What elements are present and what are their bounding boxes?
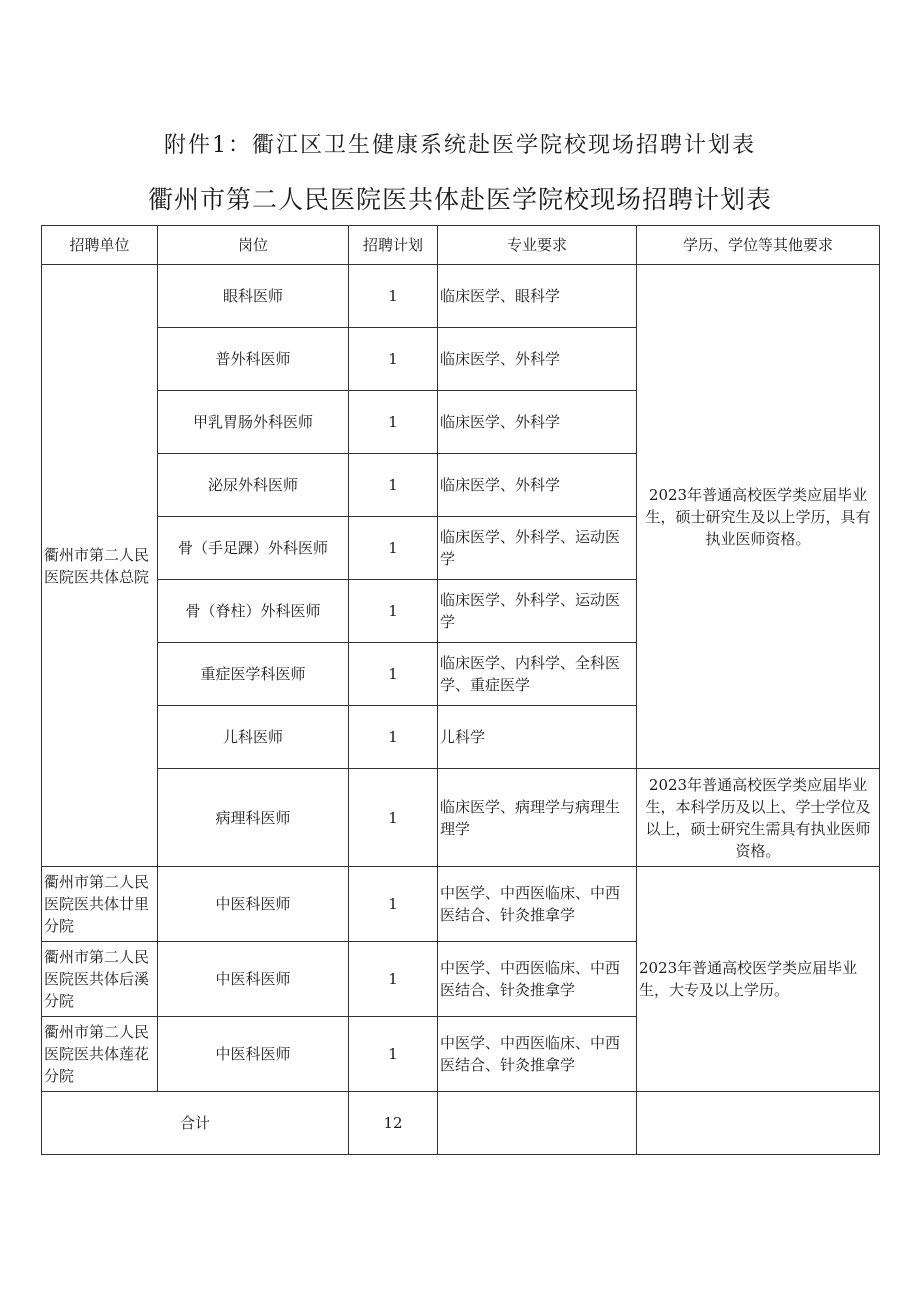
unit-cell-nianli: 衢州市第二人民医院医共体廿里分院 xyxy=(42,867,158,942)
major-cell: 中医学、中西医临床、中西医结合、针灸推拿学 xyxy=(438,867,637,942)
education-cell-general: 2023年普通高校医学类应届毕业生，硕士研究生及以上学历，具有执业医师资格。 xyxy=(637,265,880,769)
major-cell: 临床医学、内科学、全科医学、重症医学 xyxy=(438,643,637,706)
position-cell: 重症医学科医师 xyxy=(158,643,349,706)
total-label: 合计 xyxy=(42,1092,349,1155)
position-cell: 中医科医师 xyxy=(158,942,349,1017)
major-cell: 中医学、中西医临床、中西医结合、针灸推拿学 xyxy=(438,1017,637,1092)
plan-cell: 1 xyxy=(349,391,438,454)
plan-cell: 1 xyxy=(349,643,438,706)
table-row xyxy=(42,867,880,942)
total-major-empty xyxy=(438,1092,637,1155)
header-education: 学历、学位等其他要求 xyxy=(637,226,880,265)
table-row xyxy=(42,769,880,867)
header-plan: 招聘计划 xyxy=(349,226,438,265)
major-cell: 临床医学、外科学 xyxy=(438,328,637,391)
plan-cell: 1 xyxy=(349,769,438,867)
plan-cell: 1 xyxy=(349,867,438,942)
position-cell: 骨（脊柱）外科医师 xyxy=(158,580,349,643)
position-cell: 泌尿外科医师 xyxy=(158,454,349,517)
attachment-title: 附件1：衢江区卫生健康系统赴医学院校现场招聘计划表 xyxy=(164,133,756,158)
position-cell: 病理科医师 xyxy=(158,769,349,867)
education-cell-pathology: 2023年普通高校医学类应届毕业生，本科学历及以上、学士学位及以上，硕士研究生需具有执业医师资格。 xyxy=(637,769,880,867)
plan-cell: 1 xyxy=(349,706,438,769)
header-unit: 招聘单位 xyxy=(42,226,158,265)
table-row xyxy=(42,265,880,328)
position-cell: 普外科医师 xyxy=(158,328,349,391)
position-cell: 甲乳胃肠外科医师 xyxy=(158,391,349,454)
page-title: 衢州市第二人民医院医共体赴医学院校现场招聘计划表 xyxy=(147,185,772,214)
major-cell: 临床医学、外科学 xyxy=(438,391,637,454)
major-cell: 临床医学、外科学、运动医学 xyxy=(438,517,637,580)
major-cell: 儿科学 xyxy=(438,706,637,769)
unit-cell-lianhua: 衢州市第二人民医院医共体莲花分院 xyxy=(42,1017,158,1092)
total-value: 12 xyxy=(349,1092,438,1155)
total-education-empty xyxy=(637,1092,880,1155)
header-position: 岗位 xyxy=(158,226,349,265)
major-cell: 临床医学、眼科学 xyxy=(438,265,637,328)
major-cell: 临床医学、外科学 xyxy=(438,454,637,517)
plan-cell: 1 xyxy=(349,580,438,643)
plan-cell: 1 xyxy=(349,1017,438,1092)
recruitment-plan-table xyxy=(41,225,880,1155)
unit-cell-houxi: 衢州市第二人民医院医共体后溪分院 xyxy=(42,942,158,1017)
plan-cell: 1 xyxy=(349,454,438,517)
position-cell: 眼科医师 xyxy=(158,265,349,328)
major-cell: 临床医学、病理学与病理生理学 xyxy=(438,769,637,867)
plan-cell: 1 xyxy=(349,328,438,391)
position-cell: 骨（手足踝）外科医师 xyxy=(158,517,349,580)
plan-cell: 1 xyxy=(349,942,438,1017)
table-header-row xyxy=(42,226,880,265)
position-cell: 儿科医师 xyxy=(158,706,349,769)
education-cell-branch: 2023年普通高校医学类应届毕业生，大专及以上学历。 xyxy=(637,867,880,1092)
unit-cell-main: 衢州市第二人民医院医共体总院 xyxy=(42,265,158,867)
total-row xyxy=(42,1092,880,1155)
major-cell: 中医学、中西医临床、中西医结合、针灸推拿学 xyxy=(438,942,637,1017)
plan-cell: 1 xyxy=(349,517,438,580)
header-major: 专业要求 xyxy=(438,226,637,265)
plan-cell: 1 xyxy=(349,265,438,328)
major-cell: 临床医学、外科学、运动医学 xyxy=(438,580,637,643)
position-cell: 中医科医师 xyxy=(158,867,349,942)
position-cell: 中医科医师 xyxy=(158,1017,349,1092)
